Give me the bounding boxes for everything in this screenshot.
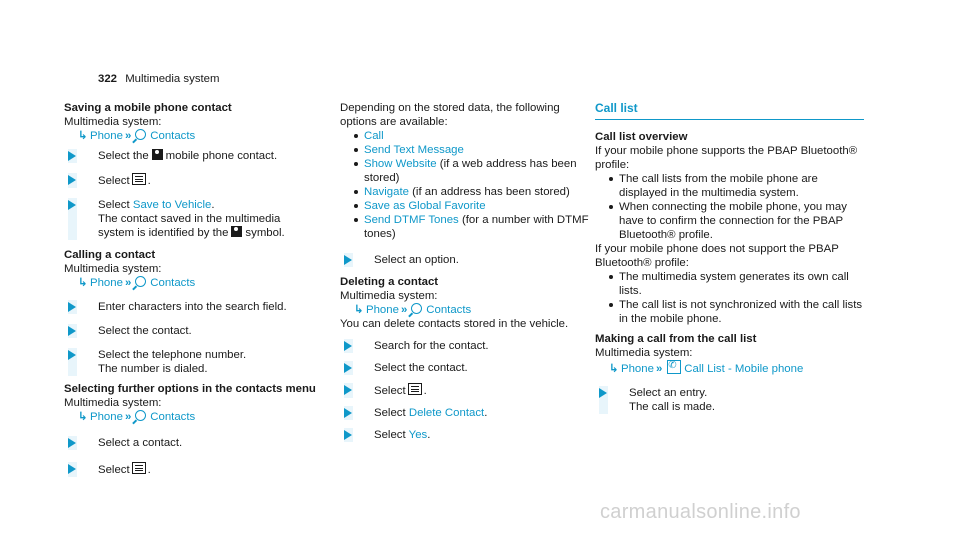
step: Select Save to Vehicle. The contact saved in the multimedia system is identified by the symbol. xyxy=(64,198,319,240)
options-list xyxy=(340,129,595,241)
path-phone: Phone xyxy=(90,411,123,423)
search-icon xyxy=(135,276,146,287)
chevron-double-icon: » xyxy=(655,363,663,375)
menu-icon xyxy=(408,383,422,395)
list-item xyxy=(354,129,595,143)
option-show-website: Show Website xyxy=(364,158,437,170)
path-arrow-icon: ↳ xyxy=(78,130,88,142)
search-icon xyxy=(135,129,146,140)
option-save-favorite: Save as Global Favorite xyxy=(364,200,486,212)
step xyxy=(340,361,595,375)
step-arrow-icon xyxy=(68,462,77,477)
list-item xyxy=(354,213,595,241)
menu-icon xyxy=(132,173,146,185)
step-text: Enter characters into the search field. xyxy=(98,301,287,313)
step-text: The number is dialed. xyxy=(98,363,208,375)
path-phone: Phone xyxy=(366,304,399,316)
path-phone: Phone xyxy=(90,130,123,142)
list-item xyxy=(354,143,595,157)
step xyxy=(64,300,319,314)
step-text: mobile phone contact. xyxy=(165,150,278,162)
step xyxy=(595,386,865,414)
step: Select . xyxy=(340,383,595,398)
overview-list-2 xyxy=(595,270,865,326)
step xyxy=(340,339,595,353)
heading-making-call: Making a call from the call list xyxy=(595,333,757,345)
step: Select . xyxy=(64,462,319,477)
step-arrow-icon xyxy=(68,173,77,188)
menu-path xyxy=(78,129,319,143)
page-header xyxy=(98,72,220,86)
step-text: Select xyxy=(374,429,406,441)
path-contacts: Contacts xyxy=(150,411,196,423)
delete-contact-link: Delete Contact xyxy=(408,407,485,419)
heading-saving-contact: Saving a mobile phone contact xyxy=(64,102,232,114)
path-contacts: Contacts xyxy=(426,304,472,316)
step xyxy=(64,436,319,450)
option-note: (if an address has been stored) xyxy=(412,186,570,198)
step-arrow-icon xyxy=(344,339,353,353)
path-arrow-icon: ↳ xyxy=(78,277,88,289)
options-intro: Depending on the stored data, the following options are available: xyxy=(340,102,560,128)
step-text: Select xyxy=(98,199,130,211)
step-text: Search for the contact. xyxy=(374,340,489,352)
step-arrow-icon xyxy=(344,383,353,398)
heading-call-list-overview: Call list overview xyxy=(595,131,688,143)
chevron-double-icon: » xyxy=(400,304,408,316)
step xyxy=(64,149,319,163)
path-intro: Multimedia system: xyxy=(64,397,162,409)
step-text: Select xyxy=(374,385,406,397)
option-navigate: Navigate xyxy=(364,186,409,198)
menu-path xyxy=(354,303,595,317)
list-item: The call lists from the mobile phone are displayed in the multimedia system. xyxy=(609,172,865,200)
yes-link: Yes xyxy=(408,429,428,441)
path-intro: Multimedia system: xyxy=(64,263,162,275)
step-arrow-icon xyxy=(344,361,353,375)
step-text: Select a contact. xyxy=(98,437,183,449)
option-send-text: Send Text Message xyxy=(364,144,464,156)
path-arrow-icon: ↳ xyxy=(354,304,364,316)
list-item: When connecting the mobile phone, you may have to confirm the connection for the PBAP Bluetooth® profile. xyxy=(609,200,865,242)
step-arrow-icon xyxy=(68,436,77,450)
step: Select Yes. xyxy=(340,428,595,442)
option-send-dtmf: Send DTMF Tones xyxy=(364,214,459,226)
path-intro: Multimedia system: xyxy=(64,116,162,128)
step-text: Select xyxy=(98,175,130,187)
column-3 xyxy=(595,101,865,414)
step-arrow-icon xyxy=(68,198,77,240)
step-arrow-icon xyxy=(68,149,77,163)
step-text: Select an option. xyxy=(374,254,459,266)
path-arrow-icon: ↳ xyxy=(609,363,619,375)
heading-further-options: Selecting further options in the contacts menu xyxy=(64,383,316,395)
step xyxy=(340,253,595,267)
menu-path xyxy=(609,360,865,376)
section-name: Multimedia system xyxy=(125,73,220,85)
heading-calling-contact: Calling a contact xyxy=(64,249,156,261)
path-arrow-icon: ↳ xyxy=(78,411,88,423)
step-arrow-icon xyxy=(68,300,77,314)
list-item xyxy=(354,157,595,185)
chevron-double-icon: » xyxy=(124,411,132,423)
column-2 xyxy=(340,101,595,442)
step-text: The contact saved in the multimedia system is identified by the xyxy=(98,213,281,239)
option-note: (for a number with DTMF tones) xyxy=(364,214,589,240)
step: Select . xyxy=(64,173,319,188)
step-text: Select xyxy=(374,407,406,419)
overview-intro: If your mobile phone supports the PBAP Bluetooth® profile: xyxy=(595,145,858,171)
chevron-double-icon: » xyxy=(124,277,132,289)
menu-path xyxy=(78,276,319,290)
menu-path xyxy=(78,410,319,424)
list-item: The multimedia system generates its own call lists. xyxy=(609,270,865,298)
search-icon xyxy=(411,303,422,314)
mobile-contact-icon xyxy=(152,149,163,160)
search-icon xyxy=(135,410,146,421)
step-text: Select the contact. xyxy=(374,362,468,374)
step xyxy=(64,324,319,338)
overview-list xyxy=(595,172,865,242)
delete-note: You can delete contacts stored in the vehicle. xyxy=(340,318,569,330)
step-arrow-icon xyxy=(68,348,77,376)
option-note: (if a web address has been stored) xyxy=(364,158,577,184)
path-contacts: Contacts xyxy=(150,130,196,142)
step-text: Select the contact. xyxy=(98,325,192,337)
step-arrow-icon xyxy=(344,253,353,267)
path-intro: Multimedia system: xyxy=(595,347,693,359)
step: Select Delete Contact. xyxy=(340,406,595,420)
phone-icon xyxy=(667,360,681,374)
step-text: Select the telephone number. xyxy=(98,349,247,361)
overview-intro-2: If your mobile phone does not support the PBAP Bluetooth® profile: xyxy=(595,243,839,269)
list-item: The call list is not synchronized with the call lists in the mobile phone. xyxy=(609,298,865,326)
list-item xyxy=(354,199,595,213)
path-intro: Multimedia system: xyxy=(340,290,438,302)
step-text: Select an entry. xyxy=(629,387,708,399)
heading-deleting-contact: Deleting a contact xyxy=(340,276,439,288)
step-arrow-icon xyxy=(344,406,353,420)
path-contacts: Contacts xyxy=(150,277,196,289)
option-call: Call xyxy=(364,130,384,142)
page-number: 322 xyxy=(98,73,118,85)
path-phone: Phone xyxy=(90,277,123,289)
step-text: Select xyxy=(98,464,130,476)
list-item xyxy=(354,185,595,199)
path-phone: Phone xyxy=(621,363,654,375)
step-arrow-icon xyxy=(68,324,77,338)
vehicle-contact-icon xyxy=(231,226,242,237)
step-text: Select the xyxy=(98,150,149,162)
section-title-call-list: Call list xyxy=(595,101,638,115)
step xyxy=(64,348,319,376)
save-to-vehicle-link: Save to Vehicle xyxy=(132,199,212,211)
step-text: The call is made. xyxy=(629,401,716,413)
step-arrow-icon xyxy=(599,386,608,414)
chevron-double-icon: » xyxy=(124,130,132,142)
step-arrow-icon xyxy=(344,428,353,442)
menu-icon xyxy=(132,462,146,474)
path-call-list: Call List - Mobile phone xyxy=(684,363,804,375)
step-text: symbol. xyxy=(245,227,285,239)
watermark: carmanualsonline.info xyxy=(600,501,801,523)
column-1 xyxy=(64,101,319,477)
